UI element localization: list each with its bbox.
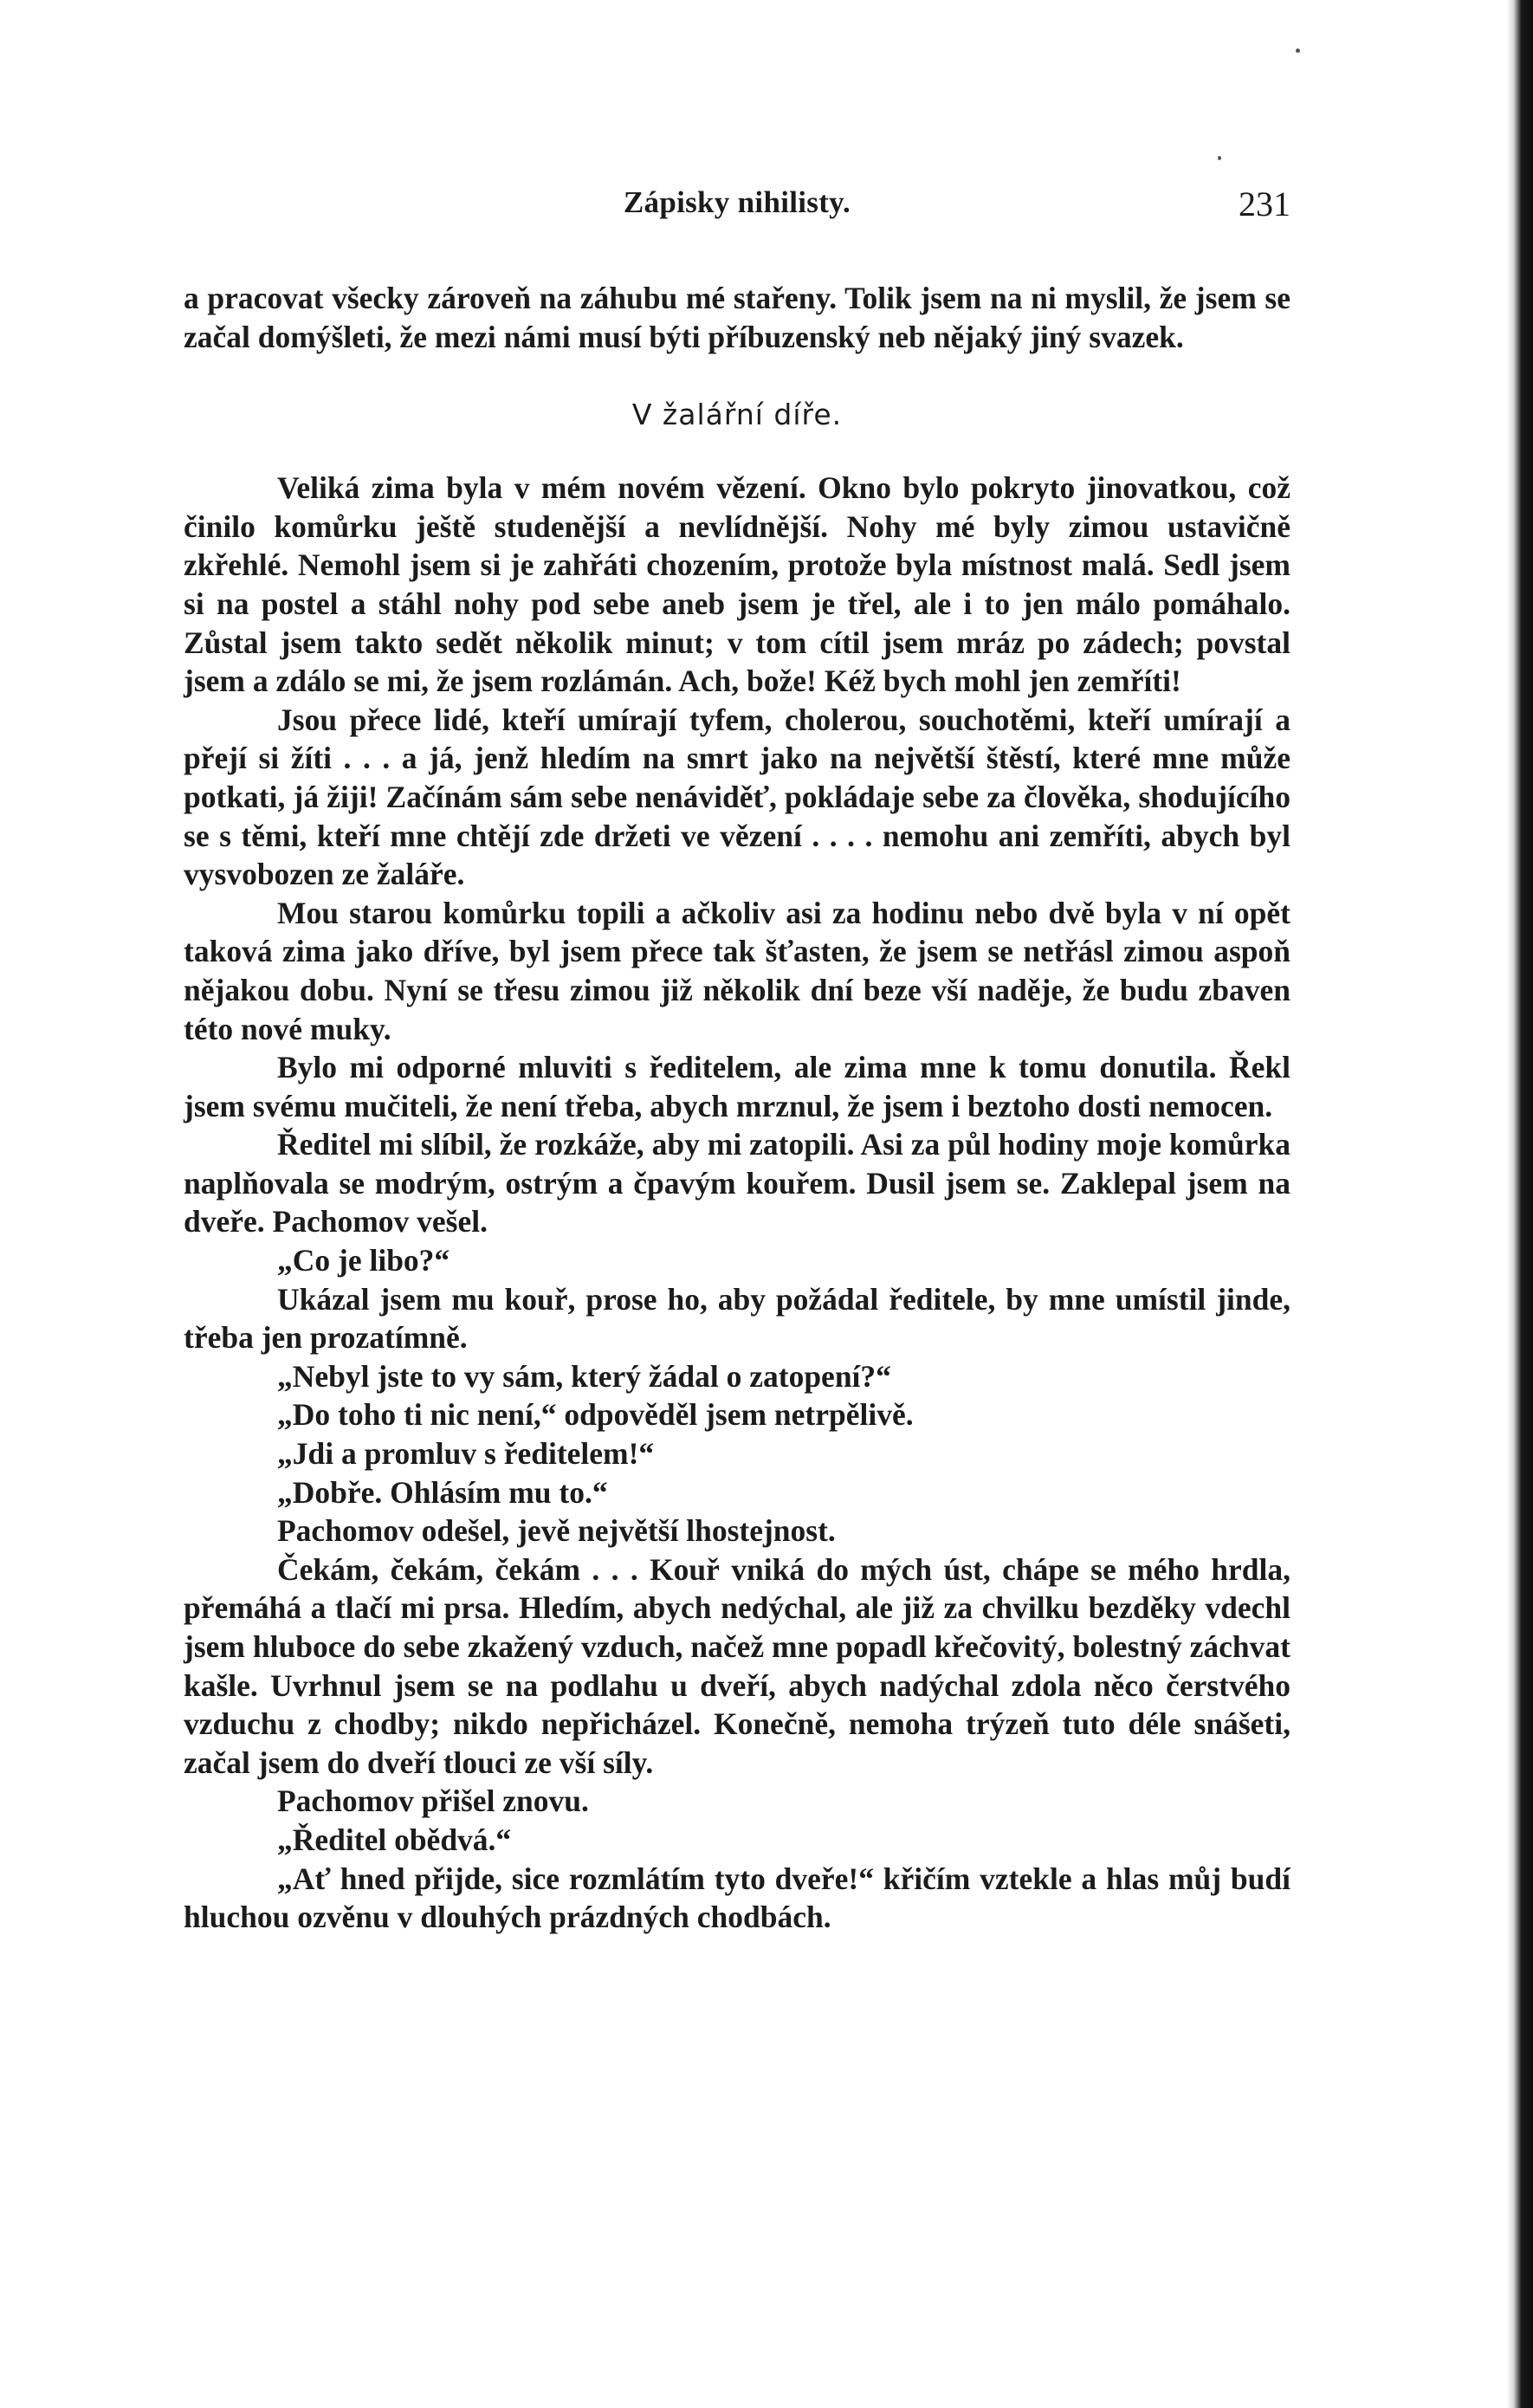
running-head	[184, 173, 1290, 234]
scan-speck	[1218, 156, 1221, 160]
dialogue-line: „Do toho ti nic není,“ odpověděl jsem netrpělivě.	[277, 1397, 914, 1433]
page-number: 231	[1239, 184, 1290, 223]
dialogue-line: „Co je libo?“	[277, 1243, 450, 1278]
paragraph: Pachomov přišel znovu.	[277, 1783, 589, 1819]
paragraph: Mou starou komůrku topili a ačkoliv asi za hodinu nebo dvě byla v ní opět taková zima jako dříve, byl jsem přece tak šťasten, že jsem se netřásl zimou aspoň nějakou dobu. Nyní se třesu zimou již několik dní beze vší naděje, že budu zbaven této nové muky.	[184, 895, 1290, 1046]
running-title: Zápisky nihilisty.	[623, 185, 851, 219]
paragraph: Ukázal jsem mu kouř, prose ho, aby požádal ředitele, by mne umístil jinde, třeba jen prozatímně.	[184, 1281, 1290, 1356]
paragraph: Jsou přece lidé, kteří umírají tyfem, cholerou, souchotěmi, kteří umírají a přejí si žíti . . . a já, jenž hledím na smrt jako na největší štěstí, které mne může potkati, já žiji! Začínám sám sebe nenáviděť, pokládaje sebe za člověka, shodujícího se s těmi, kteří mne chtějí zde držeti ve vězení . . . . nemohu ani zemříti, abych byl vysvobozen ze žaláře.	[184, 702, 1290, 892]
dialogue-line: „Ředitel obědvá.“	[277, 1822, 512, 1857]
dialogue-line: „Jdi a promluv s ředitelem!“	[277, 1436, 655, 1472]
section-title: V žalářní díře.	[631, 398, 843, 432]
paragraph: Bylo mi odporné mluviti s ředitelem, ale zima mne k tomu donutila. Řekl jsem svému mučiteli, že není třeba, abych mrznul, že jsem i beztoho dosti nemocen.	[184, 1050, 1290, 1123]
dialogue-line: „Dobře. Ohlásím mu to.“	[277, 1474, 608, 1510]
opening-paragraph: a pracovat všecky zároveň na záhubu mé stařeny. Tolik jsem na ni myslil, že jsem se začal domýšleti, že mezi námi musí býti příbuzenský neb nějaký jiný svazek.	[184, 281, 1290, 354]
paragraph: Pachomov odešel, jevě největší lhostejnost.	[277, 1513, 836, 1549]
scan-page-edge	[1507, 0, 1533, 2408]
paragraph: Veliká zima byla v mém novém vězení. Okno bylo pokryto jinovatkou, což činilo komůrku ještě studenější a nevlídnější. Nohy mé byly zimou ustavičně zkřehlé. Nemohl jsem si je zahřáti chozením, protože byla místnost malá. Sedl jsem si na postel a stáhl nohy pod sebe aneb jsem je třel, ale i to jen málo pomáhalo. Zůstal jsem takto sedět několik minut; v tom cítil jsem mráz po zádech; povstal jsem a zdálo se mi, že jsem rozlámán. Ach, bože! Kéž bych mohl jen zemříti!	[184, 470, 1290, 699]
scan-speck	[1296, 49, 1300, 53]
book-page	[184, 173, 1290, 1937]
dialogue-line: „Nebyl jste to vy sám, který žádal o zatopení?“	[277, 1358, 891, 1394]
paragraph: „Ať hned přijde, sice rozmlátím tyto dveře!“ křičím vztekle a hlas můj budí hluchou ozvěnu v dlouhých prázdných chodbách.	[184, 1861, 1290, 1935]
paragraph: Ředitel mi slíbil, že rozkáže, aby mi zatopili. Asi za půl hodiny moje komůrka naplňovala se modrým, ostrým a čpavým kouřem. Dusil jsem se. Zaklepal jsem na dveře. Pachomov vešel.	[184, 1127, 1290, 1240]
paragraph: Čekám, čekám, čekám . . . Kouř vniká do mých úst, chápe se mého hrdla, přemáhá a tlačí mi prsa. Hledím, abych nedýchal, ale již za chvilku bezděky vdechl jsem hluboce do sebe zkažený vzduch, načež mne popadl křečovitý, bolestný záchvat kašle. Uvrhnul jsem se na podlahu u dveří, abych nadýchal zdola něco čerstvého vzduchu z chodby; nikdo nepřicházel. Konečně, nemoha trýzeň tuto déle snášeti, začal jsem do dveří tlouci ze vší síly.	[184, 1551, 1290, 1780]
body-text	[184, 279, 1290, 1937]
